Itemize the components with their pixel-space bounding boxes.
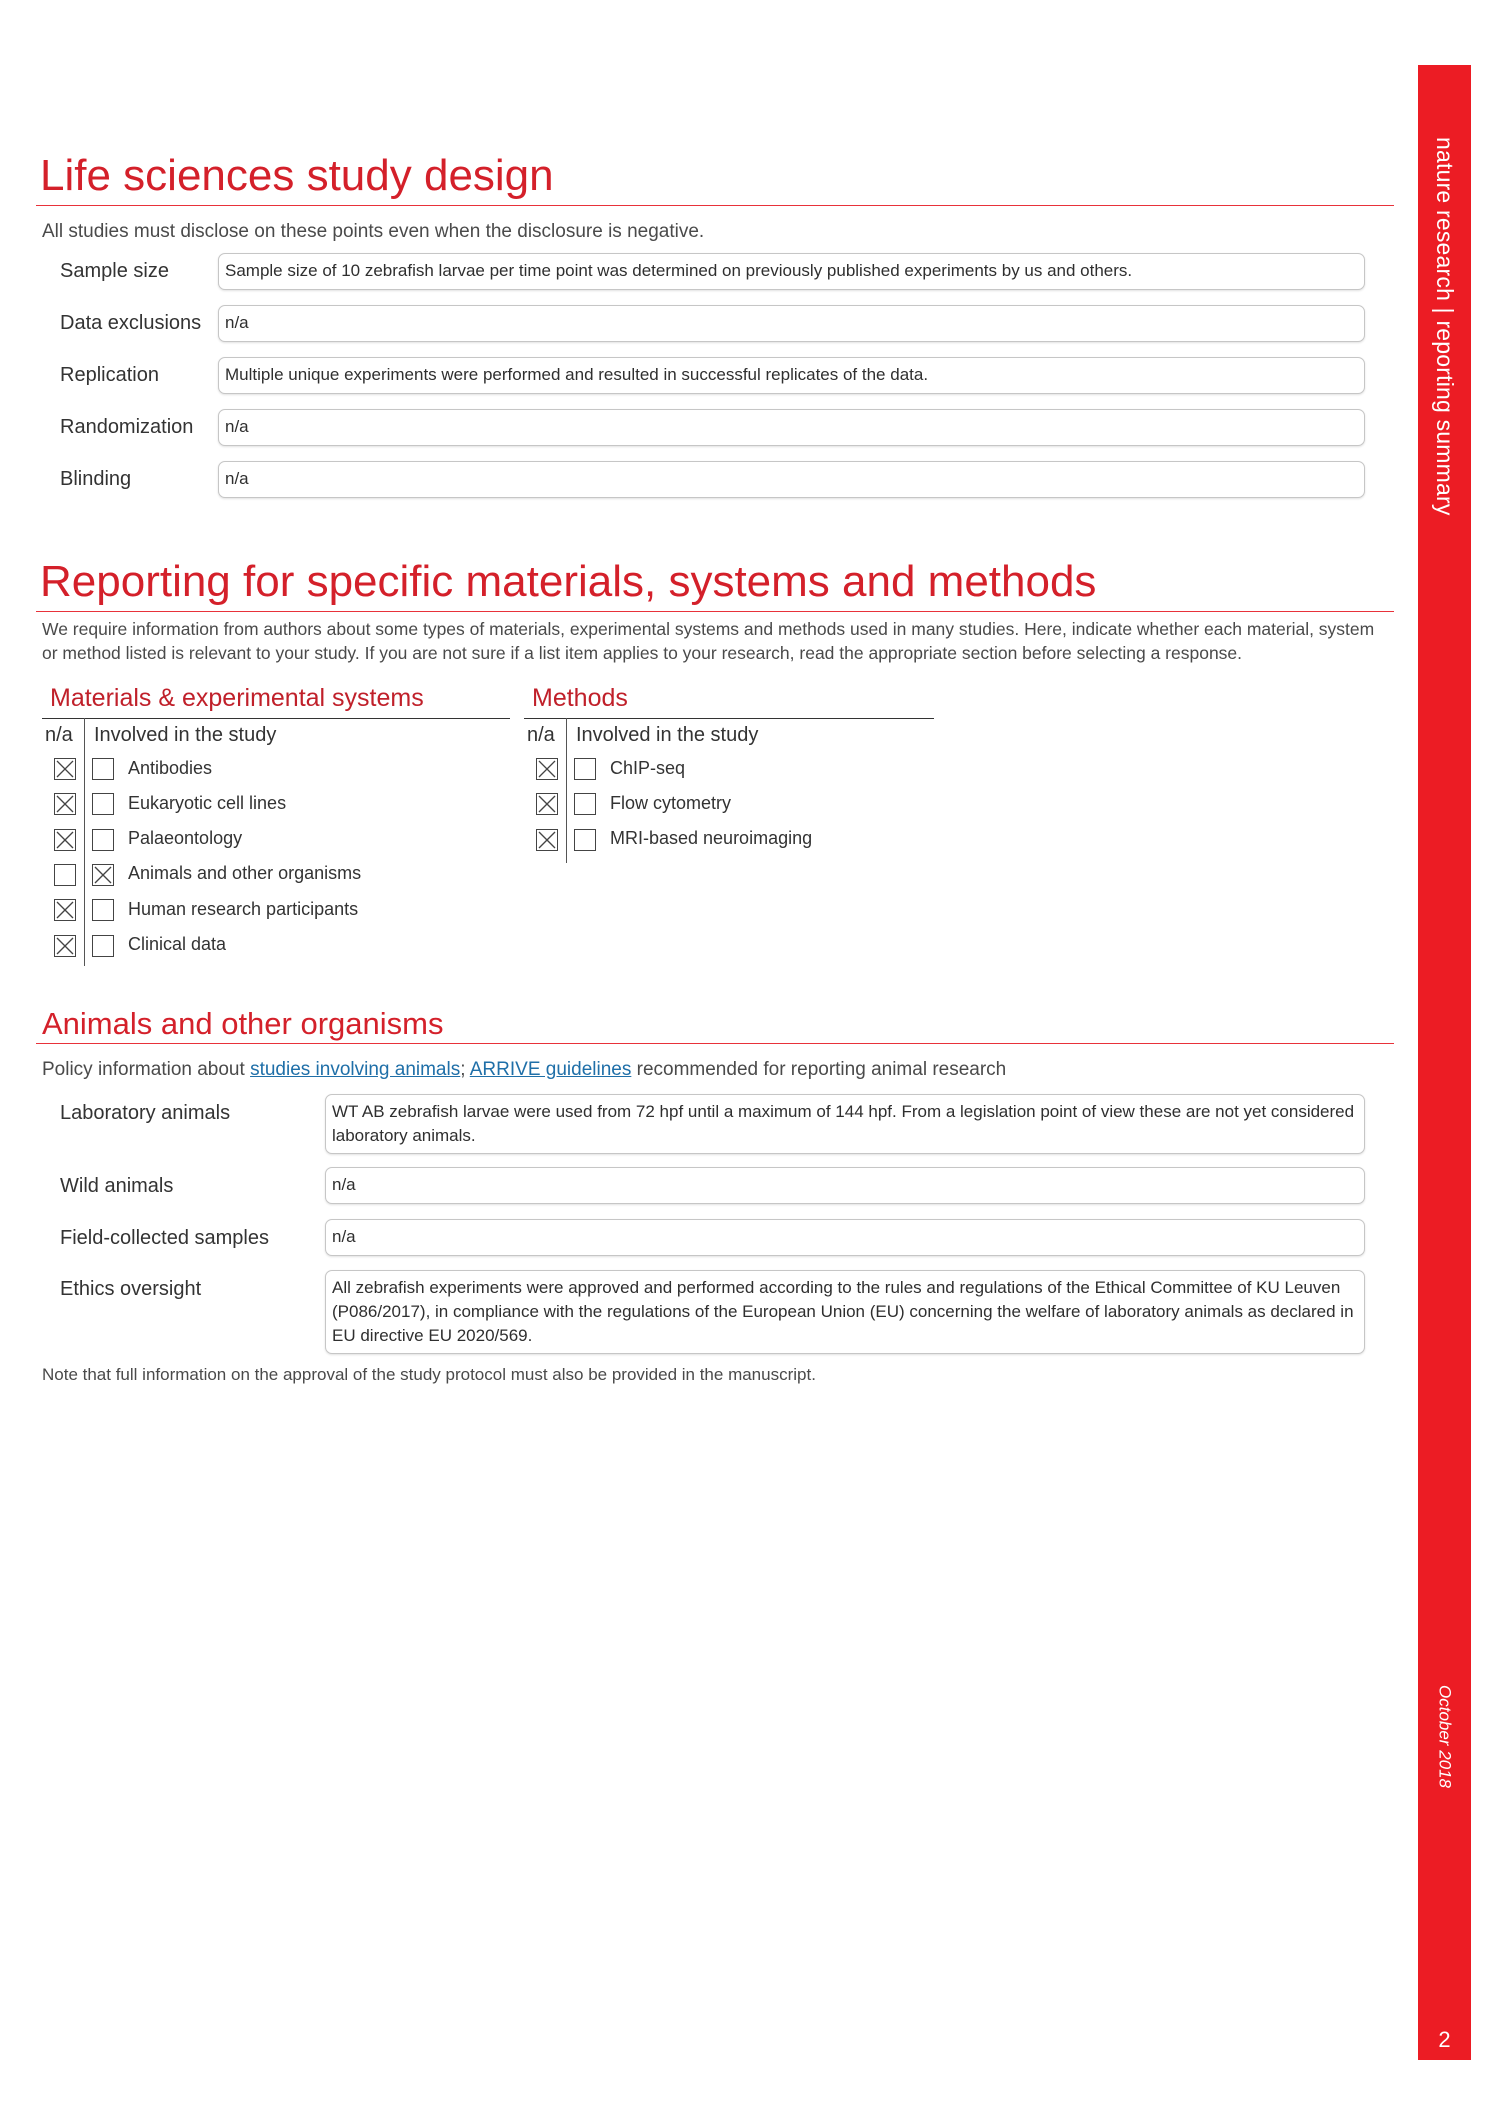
materials-na-checkbox-animals-and-other-organisms[interactable] <box>54 864 76 886</box>
reporting-title: Reporting for specific materials, systems and methods <box>40 557 1097 606</box>
materials-na-checkbox-eukaryotic-cell-lines[interactable] <box>54 793 76 815</box>
methods-col-involved: Involved in the study <box>576 724 759 746</box>
methods-involved-checkbox-mri-based-neuroimaging[interactable] <box>574 829 596 851</box>
policy-suffix: recommended for reporting animal research <box>631 1059 1007 1080</box>
methods-title: Methods <box>532 684 628 712</box>
methods-item-label: Flow cytometry <box>610 792 732 813</box>
row-label-field-collected-samples: Field-collected samples <box>60 1227 269 1249</box>
studies-involving-animals-link[interactable]: studies involving animals <box>250 1059 461 1080</box>
methods-item-label: ChIP-seq <box>610 757 686 778</box>
field-randomization[interactable]: n/a <box>218 409 1365 446</box>
field-blinding[interactable]: n/a <box>218 461 1365 498</box>
row-label-wild-animals: Wild animals <box>60 1175 174 1197</box>
materials-item-label: Palaeontology <box>128 828 243 849</box>
materials-item-label: Antibodies <box>128 757 213 778</box>
methods-na-checkbox-chip-seq[interactable] <box>536 758 558 780</box>
row-label-data-exclusions: Data exclusions <box>60 312 202 334</box>
materials-involved-checkbox-clinical-data[interactable] <box>92 935 114 957</box>
methods-divider <box>566 718 567 863</box>
page-number: 2 <box>1438 2027 1451 2052</box>
materials-involved-checkbox-palaeontology[interactable] <box>92 829 114 851</box>
materials-item-label: Animals and other organisms <box>128 863 362 884</box>
side-date <box>1418 1685 1471 1788</box>
methods-na-checkbox-mri-based-neuroimaging[interactable] <box>536 829 558 851</box>
row-label-sample-size: Sample size <box>60 260 169 282</box>
field-field-collected-samples[interactable]: n/a <box>325 1219 1365 1256</box>
row-label-ethics-oversight: Ethics oversight <box>60 1278 202 1300</box>
materials-item-label: Clinical data <box>128 934 227 954</box>
methods-involved-checkbox-chip-seq[interactable] <box>574 758 596 780</box>
policy-prefix: Policy information about <box>42 1059 251 1080</box>
field-sample-size[interactable]: Sample size of 10 zebrafish larvae per time point was determined on previously published experiments by us and others. <box>218 253 1365 290</box>
side-brand <box>1418 65 1471 685</box>
life-sciences-title: Life sciences study design <box>40 151 554 200</box>
methods-rule <box>524 718 934 719</box>
materials-na-checkbox-clinical-data[interactable] <box>54 935 76 957</box>
materials-involved-checkbox-human-research-participants[interactable] <box>92 899 114 921</box>
arrive-guidelines-link[interactable]: ARRIVE guidelines <box>469 1059 632 1080</box>
methods-na-checkbox-flow-cytometry[interactable] <box>536 793 558 815</box>
reporting-intro: We require information from authors about some types of materials, experimental systems and methods used in many studies. Here, indicate whether each material, system or method listed is relevant to your study. If you are not sure if a list item applies to your research, read the appropriate section before selecting a response. <box>42 619 1375 663</box>
materials-na-checkbox-human-research-participants[interactable] <box>54 899 76 921</box>
materials-involved-checkbox-eukaryotic-cell-lines[interactable] <box>92 793 114 815</box>
protocol-note: Note that full information on the approval of the study protocol must also be provided in the manuscript. <box>42 1365 816 1384</box>
animals-title: Animals and other organisms <box>42 1006 444 1041</box>
side-brand-text: nature research | reporting summary <box>1432 137 1458 516</box>
methods-item-label: MRI-based neuroimaging <box>610 828 813 849</box>
materials-item-label: Human research participants <box>128 898 359 919</box>
materials-involved-checkbox-antibodies[interactable] <box>92 758 114 780</box>
field-replication[interactable]: Multiple unique experiments were performed and resulted in successful replicates of the data. <box>218 357 1365 394</box>
field-wild-animals[interactable]: n/a <box>325 1167 1365 1204</box>
methods-col-na: n/a <box>527 724 555 746</box>
life-sciences-rule <box>36 205 1394 206</box>
materials-divider <box>84 718 85 966</box>
field-ethics-oversight[interactable]: All zebrafish experiments were approved and performed according to the rules and regulations of the Ethical Committee of KU Leuven (P086/2017), in compliance with the regulations of the European Union (EU) concerning the welfare of laboratory animals as declared in EU directive EU 2020/569. <box>325 1270 1365 1354</box>
materials-title: Materials & experimental systems <box>50 684 424 712</box>
materials-col-na: n/a <box>45 724 73 746</box>
field-laboratory-animals[interactable]: WT AB zebrafish larvae were used from 72 hpf until a maximum of 144 hpf. From a legislation point of view these are not yet considered laboratory animals. <box>325 1094 1365 1154</box>
methods-involved-checkbox-flow-cytometry[interactable] <box>574 793 596 815</box>
materials-na-checkbox-palaeontology[interactable] <box>54 829 76 851</box>
row-label-replication: Replication <box>60 364 159 386</box>
side-bar <box>1418 65 1471 2060</box>
life-sciences-intro: All studies must disclose on these points even when the disclosure is negative. <box>42 221 705 242</box>
reporting-rule <box>36 611 1394 612</box>
row-label-randomization: Randomization <box>60 416 194 438</box>
side-date-text: October 2018 <box>1435 1685 1455 1789</box>
policy-separator: ; <box>460 1059 470 1080</box>
materials-item-label: Eukaryotic cell lines <box>128 792 287 813</box>
row-label-blinding: Blinding <box>60 468 132 490</box>
materials-rule <box>42 718 510 719</box>
materials-na-checkbox-antibodies[interactable] <box>54 758 76 780</box>
materials-involved-checkbox-animals-and-other-organisms[interactable] <box>92 864 114 886</box>
materials-col-involved: Involved in the study <box>94 724 277 746</box>
row-label-laboratory-animals: Laboratory animals <box>60 1102 231 1124</box>
field-data-exclusions[interactable]: n/a <box>218 305 1365 342</box>
animals-policy <box>42 1059 1006 1081</box>
animals-rule <box>36 1043 1394 1044</box>
